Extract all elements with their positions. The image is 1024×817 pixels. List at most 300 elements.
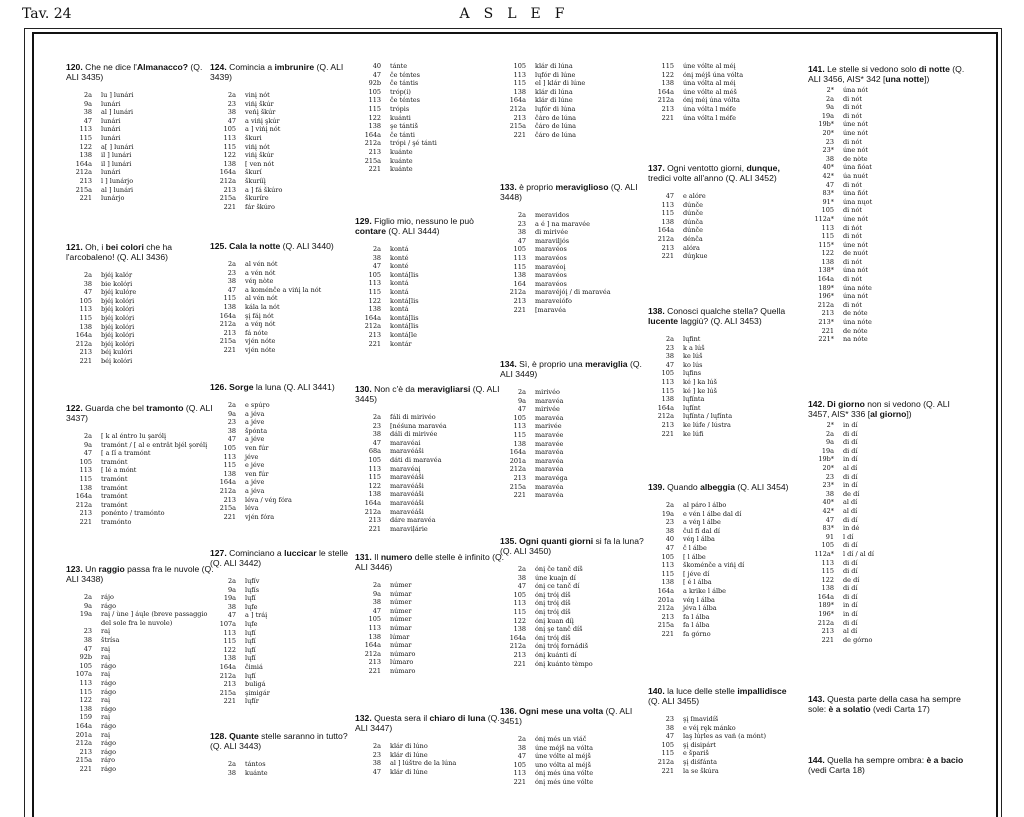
response-row	[808, 550, 968, 559]
entry-title	[66, 564, 216, 584]
dialect-form: di nót	[843, 103, 863, 112]
response-row	[210, 194, 360, 203]
dialect-form: če téntes	[390, 70, 420, 79]
dialect-form: rágo	[101, 739, 117, 748]
entry-question: Il numero delle stelle è infinito (Q. ALI 3446)	[355, 552, 505, 572]
locality-code: 115	[368, 104, 381, 113]
dialect-form: klár di lúna	[535, 62, 573, 70]
dialect-form: úne vólte al méš	[683, 87, 737, 96]
dialect-form: úne méjš na vólta	[535, 743, 593, 752]
locality-code: 196*	[818, 292, 834, 301]
dialect-form: a koménče a vińį la nót	[245, 285, 322, 294]
response-row	[355, 262, 505, 271]
locality-code: 138	[368, 122, 381, 131]
dialect-form: tramónt / [ al e entrât bjél şorélį	[101, 440, 208, 449]
response-row	[648, 244, 798, 253]
response-row	[66, 91, 216, 100]
dialect-form: şe tántiš	[390, 122, 418, 131]
dialect-form: tróp(i)	[390, 87, 411, 96]
response-row	[210, 329, 360, 338]
locality-code: 38	[517, 228, 526, 237]
locality-code: 47	[372, 606, 381, 615]
response-row	[808, 284, 968, 293]
response-row	[355, 139, 505, 148]
locality-code: 9a	[83, 99, 92, 108]
dialect-form: in dí	[843, 481, 858, 490]
entry-responses	[808, 421, 968, 644]
locality-code: 2a	[517, 211, 526, 219]
locality-code: 212a	[219, 320, 236, 329]
response-row	[355, 71, 505, 80]
response-row	[808, 112, 968, 121]
response-row	[210, 143, 360, 152]
locality-code: 115	[79, 133, 92, 142]
dialect-form: úna ñóat	[843, 163, 872, 172]
locality-code: 213	[79, 176, 92, 185]
locality-code: 212a	[657, 412, 674, 421]
locality-code: 47	[227, 611, 236, 620]
locality-code: 213	[661, 612, 674, 621]
response-row	[648, 758, 798, 767]
locality-code: 164a	[364, 498, 381, 507]
dialect-form: na nóte	[843, 335, 868, 344]
locality-code: 213	[79, 509, 92, 518]
locality-code: 23	[665, 715, 674, 723]
dialect-form: ké ] ka lúš	[683, 377, 717, 386]
locality-code: 138	[368, 305, 381, 314]
dialect-form: ónį més úna vólte	[535, 769, 594, 778]
dialect-form: ven fúr	[245, 469, 269, 478]
response-row	[66, 458, 216, 467]
locality-code: 213	[223, 495, 236, 504]
locality-code: 38	[227, 602, 236, 611]
response-row	[648, 226, 798, 235]
dialect-form: bjéį kolóŗi	[101, 331, 135, 340]
response-row	[66, 518, 216, 527]
dialect-form: di nót	[843, 206, 863, 215]
page-header	[0, 6, 1024, 28]
dialect-form: če tánti	[390, 130, 415, 139]
entry-number: 129.	[355, 216, 375, 226]
locality-code: 47	[517, 752, 526, 761]
dialect-form: maravéáši	[390, 447, 424, 456]
entry-responses	[648, 192, 798, 261]
response-row	[648, 412, 798, 421]
dialect-form: vińį škúr	[245, 99, 274, 108]
dialect-form: úne nót	[843, 240, 868, 249]
response-row	[808, 438, 968, 447]
dialect-form: úne nót	[843, 120, 868, 129]
dialect-form: maravéga	[535, 473, 568, 482]
locality-code: 38	[665, 723, 674, 732]
response-row	[66, 713, 216, 722]
locality-code: 47	[83, 116, 92, 125]
response-row	[808, 584, 968, 593]
locality-code: 91	[825, 532, 834, 541]
response-row	[355, 516, 505, 525]
dialect-form: mirivée	[535, 405, 560, 414]
dialect-form: e spúŗo	[245, 401, 270, 409]
locality-code: 113	[79, 125, 92, 134]
dialect-form: maravée	[535, 430, 564, 439]
response-row	[355, 667, 505, 676]
locality-code: 113	[821, 223, 834, 232]
response-row	[500, 288, 650, 297]
response-row	[648, 715, 798, 724]
response-row	[648, 544, 798, 553]
response-row	[66, 305, 216, 314]
dialect-form: maraviljós	[535, 236, 570, 245]
locality-code: 113	[223, 628, 236, 637]
entry-responses	[66, 432, 216, 527]
locality-code: 138	[821, 257, 834, 266]
entry	[648, 163, 798, 261]
dialect-form: laş lúŗles as vań (a mónt)	[683, 732, 767, 741]
response-row	[66, 323, 216, 332]
entry-responses	[808, 86, 968, 344]
response-row	[808, 266, 968, 275]
dialect-form: škuri	[245, 133, 262, 142]
dialect-form: ke lúš	[683, 352, 703, 361]
dialect-form: veńį škúr	[245, 108, 276, 117]
dialect-form: ónį če tanč díš	[535, 565, 583, 573]
response-row	[66, 125, 216, 134]
entry-title	[210, 548, 360, 568]
entry	[500, 706, 650, 787]
entry-number: 136.	[500, 706, 520, 716]
locality-code: 105	[368, 455, 381, 464]
dialect-form: di nót	[843, 180, 863, 189]
response-row	[66, 670, 216, 679]
response-row	[66, 731, 216, 740]
dialect-form: a é ] na maravée	[535, 219, 590, 228]
response-row	[355, 305, 505, 314]
dialect-form: tramónt	[101, 457, 128, 466]
locality-code: 38	[227, 768, 236, 777]
locality-code: 92b	[79, 653, 92, 662]
locality-code: 38	[665, 352, 674, 361]
response-row	[500, 388, 650, 397]
locality-code: 138	[661, 395, 674, 404]
response-row	[66, 151, 216, 160]
response-row	[808, 215, 968, 224]
dialect-form: de dí	[843, 489, 860, 498]
response-row	[355, 768, 505, 777]
response-row	[808, 103, 968, 112]
response-row	[210, 672, 360, 681]
dialect-form: dáre maravéa	[390, 516, 436, 525]
dialect-form: in dí	[843, 455, 858, 464]
dialect-form: ónį més un viáč	[535, 735, 587, 743]
dialect-form: ónį més úne vólte	[535, 777, 594, 786]
locality-code: 83*	[822, 189, 834, 198]
dialect-form: kontá[lis	[390, 322, 419, 331]
entry-number: 122.	[66, 403, 86, 413]
entry	[355, 384, 505, 533]
response-row	[808, 533, 968, 542]
locality-code: 2*	[826, 421, 834, 429]
locality-code: 47	[825, 515, 834, 524]
locality-code: 221	[661, 113, 674, 122]
response-row	[808, 198, 968, 207]
dialect-form: če téntes	[390, 96, 420, 105]
dialect-form: tánte	[390, 62, 408, 70]
dialect-form: di dí	[843, 558, 858, 567]
response-row	[355, 430, 505, 439]
locality-code: 215a	[509, 122, 526, 131]
locality-code: 221	[513, 491, 526, 500]
response-row	[66, 645, 216, 654]
dialect-form: di dí	[843, 584, 858, 593]
response-row	[500, 228, 650, 237]
dialect-form: di dí	[843, 472, 858, 481]
dialect-form: kuánti	[390, 113, 411, 122]
response-row	[66, 765, 216, 774]
entry-continued	[355, 62, 505, 174]
dialect-form: l dí	[843, 532, 854, 541]
locality-code: 221	[821, 326, 834, 335]
locality-code: 164a	[75, 331, 92, 340]
locality-code: 213	[661, 420, 674, 429]
locality-code: 164a	[817, 275, 834, 284]
locality-code	[66, 619, 101, 628]
locality-code: 38	[517, 573, 526, 582]
entry-title	[500, 182, 650, 202]
response-row	[500, 431, 650, 440]
locality-code: 213	[821, 309, 834, 318]
locality-code: 212a	[75, 168, 92, 177]
response-row	[210, 337, 360, 346]
response-row	[808, 498, 968, 507]
locality-code: 212a	[509, 642, 526, 651]
dialect-form: de górno	[843, 635, 873, 644]
response-row	[500, 474, 650, 483]
locality-code: 215a	[657, 621, 674, 630]
response-row	[66, 314, 216, 323]
locality-code: 40*	[822, 163, 834, 172]
locality-code: 2a	[372, 742, 381, 750]
dialect-form: úna nót	[843, 266, 869, 275]
locality-code: 212a	[657, 757, 674, 766]
locality-code: 138	[821, 584, 834, 593]
dialect-form: kuánte	[390, 165, 413, 174]
locality-code: 19a	[821, 446, 834, 455]
dialect-form: uno vólta al méjš	[535, 760, 591, 769]
response-row	[808, 464, 968, 473]
locality-code: 38	[227, 426, 236, 435]
response-row	[66, 168, 216, 177]
locality-code: 2a	[83, 432, 92, 440]
locality-code: 164a	[817, 592, 834, 601]
response-row	[66, 449, 216, 458]
locality-code: 115	[661, 749, 674, 758]
locality-code: 215a	[75, 756, 92, 765]
dialect-form: lúmar	[390, 632, 410, 641]
response-row	[210, 487, 360, 496]
response-row	[66, 748, 216, 757]
dialect-form: maravéa	[535, 482, 564, 491]
locality-code: 164a	[219, 662, 236, 671]
locality-code: 212a	[75, 339, 92, 348]
locality-code: 115	[661, 386, 674, 395]
dialect-form: tramónt	[101, 492, 128, 501]
response-row	[210, 203, 360, 212]
entry-number: 127.	[210, 548, 230, 558]
dialect-form: maravéa	[535, 413, 564, 422]
locality-code: 2a	[372, 413, 381, 421]
dialect-form: škuríre	[245, 194, 269, 203]
entry-title	[808, 694, 968, 714]
response-row	[210, 629, 360, 638]
response-row	[500, 405, 650, 414]
locality-code: 23	[372, 421, 381, 430]
locality-code: 138	[223, 469, 236, 478]
dialect-form: tramónto	[101, 517, 132, 526]
dialect-form: lunári	[101, 99, 121, 108]
locality-code: 105	[223, 125, 236, 134]
dialect-form: ven fúr	[245, 443, 269, 452]
response-row	[355, 759, 505, 768]
entry-responses	[210, 577, 360, 706]
dialect-form: úna nót	[843, 292, 869, 301]
response-row	[210, 346, 360, 355]
dialect-form: kála la nót	[245, 302, 280, 311]
locality-code: 201a	[657, 595, 674, 604]
dialect-form: rágo	[101, 721, 117, 730]
locality-code: 83*	[822, 524, 834, 533]
response-row	[210, 680, 360, 689]
entry-title	[210, 241, 360, 251]
dialect-form: buligá	[245, 680, 266, 689]
dialect-form: ónį tróį díš	[535, 590, 571, 599]
dialect-form: di ńót	[843, 223, 863, 232]
locality-code: 212a	[364, 507, 381, 516]
dialect-form: alóra	[683, 243, 700, 252]
dialect-form: škurí	[245, 168, 262, 177]
dialect-form: ónį kuan díį	[535, 616, 574, 625]
response-row	[210, 269, 360, 278]
locality-code: 105	[368, 87, 381, 96]
locality-code: 164a	[75, 721, 92, 730]
entry-responses	[355, 742, 505, 776]
response-row	[808, 601, 968, 610]
locality-code: 47	[227, 116, 236, 125]
dialect-form: štrísa	[101, 635, 120, 644]
locality-code: 115	[368, 473, 381, 482]
dialect-form: bjéį kolóŗi	[101, 305, 135, 314]
locality-code: 2a	[665, 501, 674, 509]
entry-number: 135.	[500, 536, 520, 546]
response-row	[66, 602, 216, 611]
locality-code: 115*	[818, 240, 834, 249]
entry-number: 134.	[500, 359, 520, 369]
response-row	[66, 501, 216, 510]
response-row	[500, 422, 650, 431]
dialect-form: al ] lúštre de la lúna	[390, 759, 457, 768]
locality-code: 213	[661, 104, 674, 113]
response-row	[66, 484, 216, 493]
locality-code: 42*	[822, 506, 834, 515]
locality-code: 213	[821, 627, 834, 636]
dialect-form: ónį şe tanč díš	[535, 625, 583, 634]
locality-code: 138	[79, 322, 92, 331]
dialect-form: lųfint	[683, 335, 701, 343]
locality-code: 113	[513, 769, 526, 778]
locality-code: 138	[368, 490, 381, 499]
locality-code: 105	[661, 740, 674, 749]
response-row	[500, 79, 650, 88]
entry-question: la luce delle stelle impallidisce (Q. ALI 3455)	[648, 686, 787, 706]
entry-question: Comincia a imbrunire (Q. ALI 3439)	[210, 62, 344, 82]
dialect-form: númer	[390, 581, 412, 589]
dialect-form: ónį tróį díš	[535, 599, 571, 608]
locality-code: 221	[661, 766, 674, 775]
dialect-form: úne nót	[843, 146, 868, 155]
locality-code: 38	[517, 743, 526, 752]
response-row	[808, 447, 968, 456]
response-row	[355, 742, 505, 751]
locality-code: 9a	[83, 601, 92, 610]
response-row	[808, 507, 968, 516]
entry-number: 126.	[210, 382, 230, 392]
entry-question: Cominciano a luccicar le stelle (Q. ALI 3442)	[210, 548, 349, 568]
dialect-form: maravéa	[535, 491, 564, 500]
response-row	[808, 619, 968, 628]
locality-code: 105	[513, 245, 526, 254]
dialect-form: lunári	[101, 125, 121, 134]
locality-code: 115	[513, 262, 526, 271]
response-row	[648, 378, 798, 387]
locality-code: 115	[513, 79, 526, 88]
locality-code: 122	[821, 575, 834, 584]
entry-title	[66, 403, 216, 423]
response-row	[808, 275, 968, 284]
response-row	[66, 441, 216, 450]
dialect-form: a jéve	[245, 478, 265, 487]
locality-code: 23	[665, 518, 674, 527]
locality-code: 164a	[75, 159, 92, 168]
response-row	[808, 138, 968, 147]
dialect-form: véŋ l álba	[683, 535, 715, 544]
entry-question: Quando albeggia (Q. ALI 3454)	[667, 482, 789, 492]
response-row	[210, 697, 360, 706]
dialect-form: véŋ l álba	[683, 595, 715, 604]
response-row	[210, 91, 360, 100]
response-row	[66, 432, 216, 441]
dialect-form: di nót	[843, 300, 863, 309]
dialect-form: lųfór di lúne	[535, 70, 576, 79]
response-row	[500, 237, 650, 246]
response-row	[648, 361, 798, 370]
entry	[355, 216, 505, 348]
dialect-form: tántos	[245, 760, 266, 768]
response-row	[210, 427, 360, 436]
response-row	[210, 611, 360, 620]
response-row	[355, 122, 505, 131]
response-row	[500, 254, 650, 263]
response-row	[808, 627, 968, 636]
locality-code: 213	[661, 243, 674, 252]
locality-code: 115	[79, 474, 92, 483]
entry-responses	[355, 413, 505, 533]
locality-code: 138	[79, 704, 92, 713]
response-row	[648, 630, 798, 639]
dialect-form: di dí	[843, 429, 858, 438]
entry-responses	[500, 735, 650, 787]
locality-code: 105	[79, 661, 92, 670]
entry-title	[500, 536, 650, 556]
entry-question: Sì, è proprio una meraviglia (Q. ALI 3449)	[500, 359, 642, 379]
